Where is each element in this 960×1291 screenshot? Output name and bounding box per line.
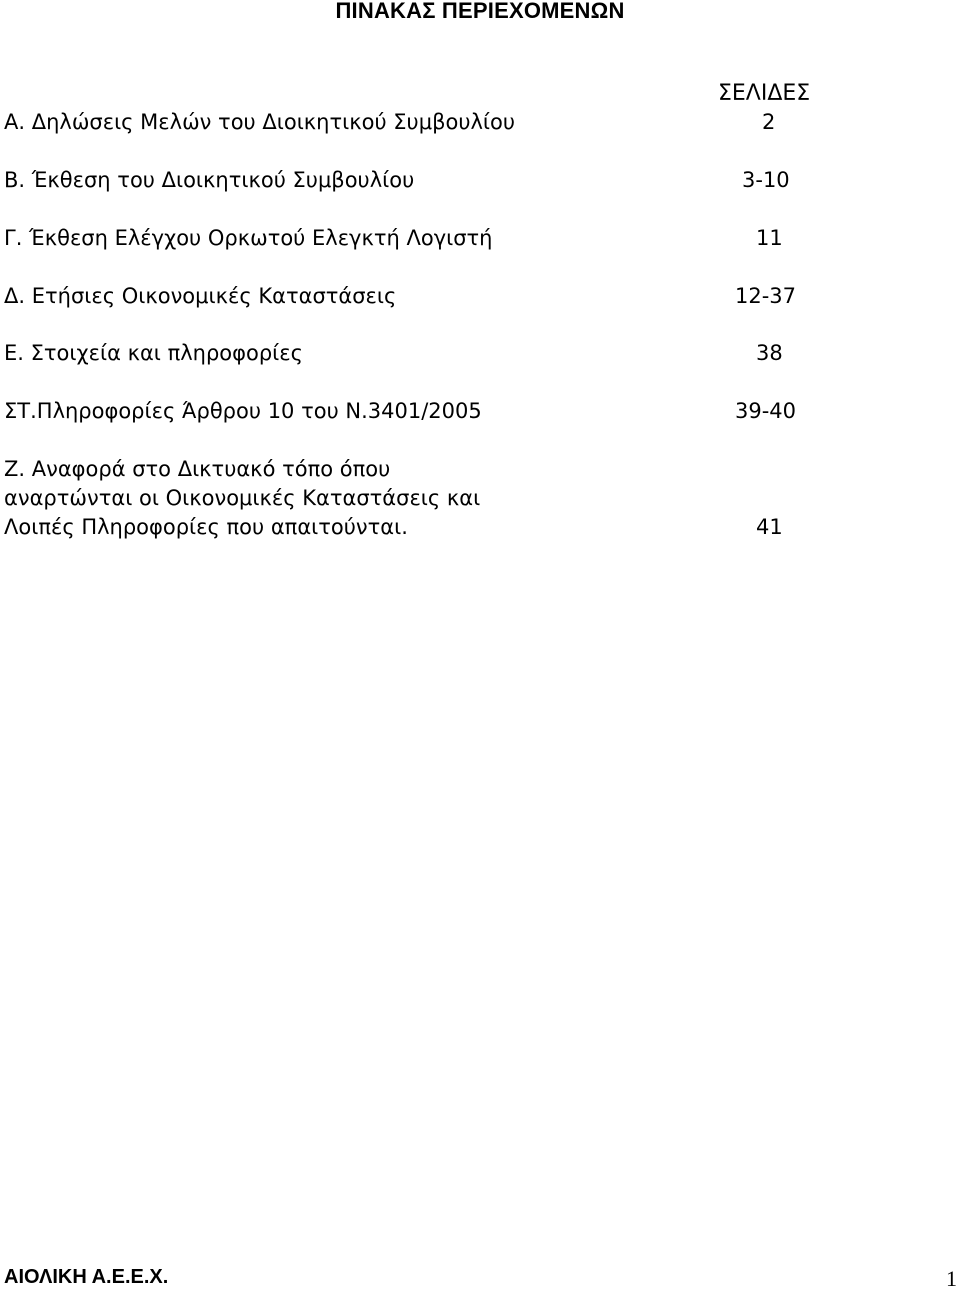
toc-entry-label: Ζ. Αναφορά στο Δικτυακό τόπο όπου αναρτώνται οι Οικονομικές Καταστάσεις και Λοιπές Πληροφορίες που απαιτούνται. bbox=[4, 457, 481, 539]
toc-entry-label: ΣΤ.Πληροφορίες Άρθρου 10 του Ν.3401/2005 bbox=[4, 399, 482, 423]
toc-entry-label: Δ. Ετήσιες Οικονομικές Καταστάσεις bbox=[4, 284, 397, 308]
toc-entry-page: 11 bbox=[756, 226, 783, 250]
toc-entry-page: 38 bbox=[756, 341, 783, 365]
toc-entry-label: Ε. Στοιχεία και πληροφορίες bbox=[4, 341, 303, 365]
toc-entry-page: 41 bbox=[756, 515, 783, 539]
document-title: ΠΙΝΑΚΑΣ ΠΕΡΙΕΧΟΜΕΝΩΝ bbox=[335, 0, 625, 23]
toc-entry-page: 12-37 bbox=[735, 284, 797, 308]
toc-entry-page: 39-40 bbox=[735, 399, 797, 423]
toc-entry-label: Α. Δηλώσεις Μελών του Διοικητικού Συμβουλίου bbox=[4, 110, 516, 134]
toc-entry bbox=[4, 455, 954, 545]
toc-entry-page: 3-10 bbox=[742, 168, 790, 192]
pages-column-header: ΣΕΛΙΔΕΣ bbox=[718, 81, 811, 106]
footer-company-name: ΑΙΟΛΙΚΗ Α.Ε.Ε.Χ. bbox=[4, 1266, 169, 1288]
toc-entry-page: 2 bbox=[762, 110, 776, 134]
toc-entry-label: Β. Έκθεση του Διοικητικού Συμβουλίου bbox=[4, 168, 415, 192]
footer-page-number: 1 bbox=[946, 1266, 957, 1291]
toc-entry-label: Γ. Έκθεση Ελέγχου Ορκωτού Ελεγκτή Λογιστή bbox=[4, 226, 493, 250]
